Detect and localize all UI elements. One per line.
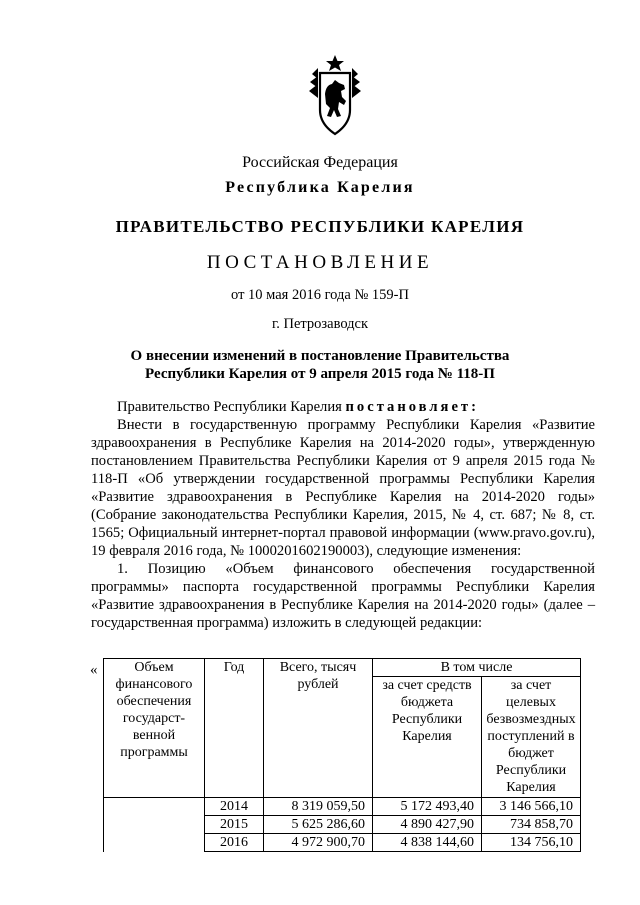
region-name: Республика Карелия	[225, 179, 415, 196]
government-name: ПРАВИТЕЛЬСТВО РЕСПУБЛИКИ КАРЕЛИЯ	[115, 217, 525, 236]
document-city: г. Петрозаводск	[271, 316, 369, 332]
row-year: 2016	[205, 834, 264, 852]
row-grants: 734 858,70	[482, 816, 581, 834]
header-grants: за счет целевых безвозмездных поступлений в бюджет Республики Карелия	[482, 677, 581, 798]
karelia-coat-of-arms	[304, 54, 366, 138]
position-cell-empty	[104, 798, 205, 852]
row-total: 4 972 900,70	[264, 834, 373, 852]
emblem-left-tree	[309, 68, 318, 98]
emblem-right-tree	[352, 68, 361, 98]
row-budget: 5 172 493,40	[373, 798, 482, 816]
table-header-row	[104, 659, 581, 677]
decree-word: постановляет:	[345, 399, 479, 415]
decree-intro: Правительство Республики Карелия постановляет:	[117, 399, 479, 415]
row-year: 2015	[205, 816, 264, 834]
row-budget: 4 838 144,60	[373, 834, 482, 852]
table-row	[104, 798, 581, 816]
row-grants: 3 146 566,10	[482, 798, 581, 816]
document-type: ПОСТАНОВЛЕНИЕ	[206, 252, 434, 273]
emblem-star	[326, 55, 344, 71]
table-open-quote: «	[90, 662, 98, 678]
header-budget: за счет средств бюджета Республики Карелия	[373, 677, 482, 798]
document-date-number: от 10 мая 2016 года № 159-П	[231, 287, 409, 303]
header-including: В том числе	[373, 659, 581, 677]
row-grants: 134 756,10	[482, 834, 581, 852]
header-total: Всего, тысяч рублей	[264, 659, 373, 798]
header-year: Год	[205, 659, 264, 798]
row-year: 2014	[205, 798, 264, 816]
document-title-line-2: Республики Карелия от 9 апреля 2015 года № 118-П	[145, 366, 495, 382]
country-name: Российская Федерация	[242, 154, 398, 171]
document-title-line-1: О внесении изменений в постановление Правительства	[130, 348, 510, 364]
row-budget: 4 890 427,90	[373, 816, 482, 834]
paragraph-1: Внести в государственную программу Республики Карелия «Развитие здравоохранения в Республике Карелия на 2014-2020 годы», утвержденную постановлением Правительства Республики Карелия от 9 апреля 2015 года № 118-П «Об утверждении государственной программы Республики Карелия «Развитие здравоохранения в Республике Карелия на 2014-2020 годы» (Собрание законодательства Республики Карелия, 2015, № 4, ст. 687; № 8, ст. 1565; Официальный интернет-портал правовой информации (www.pravo.gov.ru), 19 февраля 2016 года, № 1000201602190003), следующие изменения:	[91, 417, 595, 559]
paragraph-2: 1. Позицию «Объем финансового обеспечения государственной программы» паспорта государственной программы Республики Карелия «Развитие здравоохранения в Республике Карелия на 2014-2020 годы» (далее – государственная программа) изложить в следующей редакции:	[91, 561, 595, 631]
row-total: 8 319 059,50	[264, 798, 373, 816]
financing-table	[103, 658, 581, 852]
header-position: Объем финансового обеспечения государст-венной программы	[104, 659, 205, 798]
document-body	[91, 398, 595, 632]
row-total: 5 625 286,60	[264, 816, 373, 834]
